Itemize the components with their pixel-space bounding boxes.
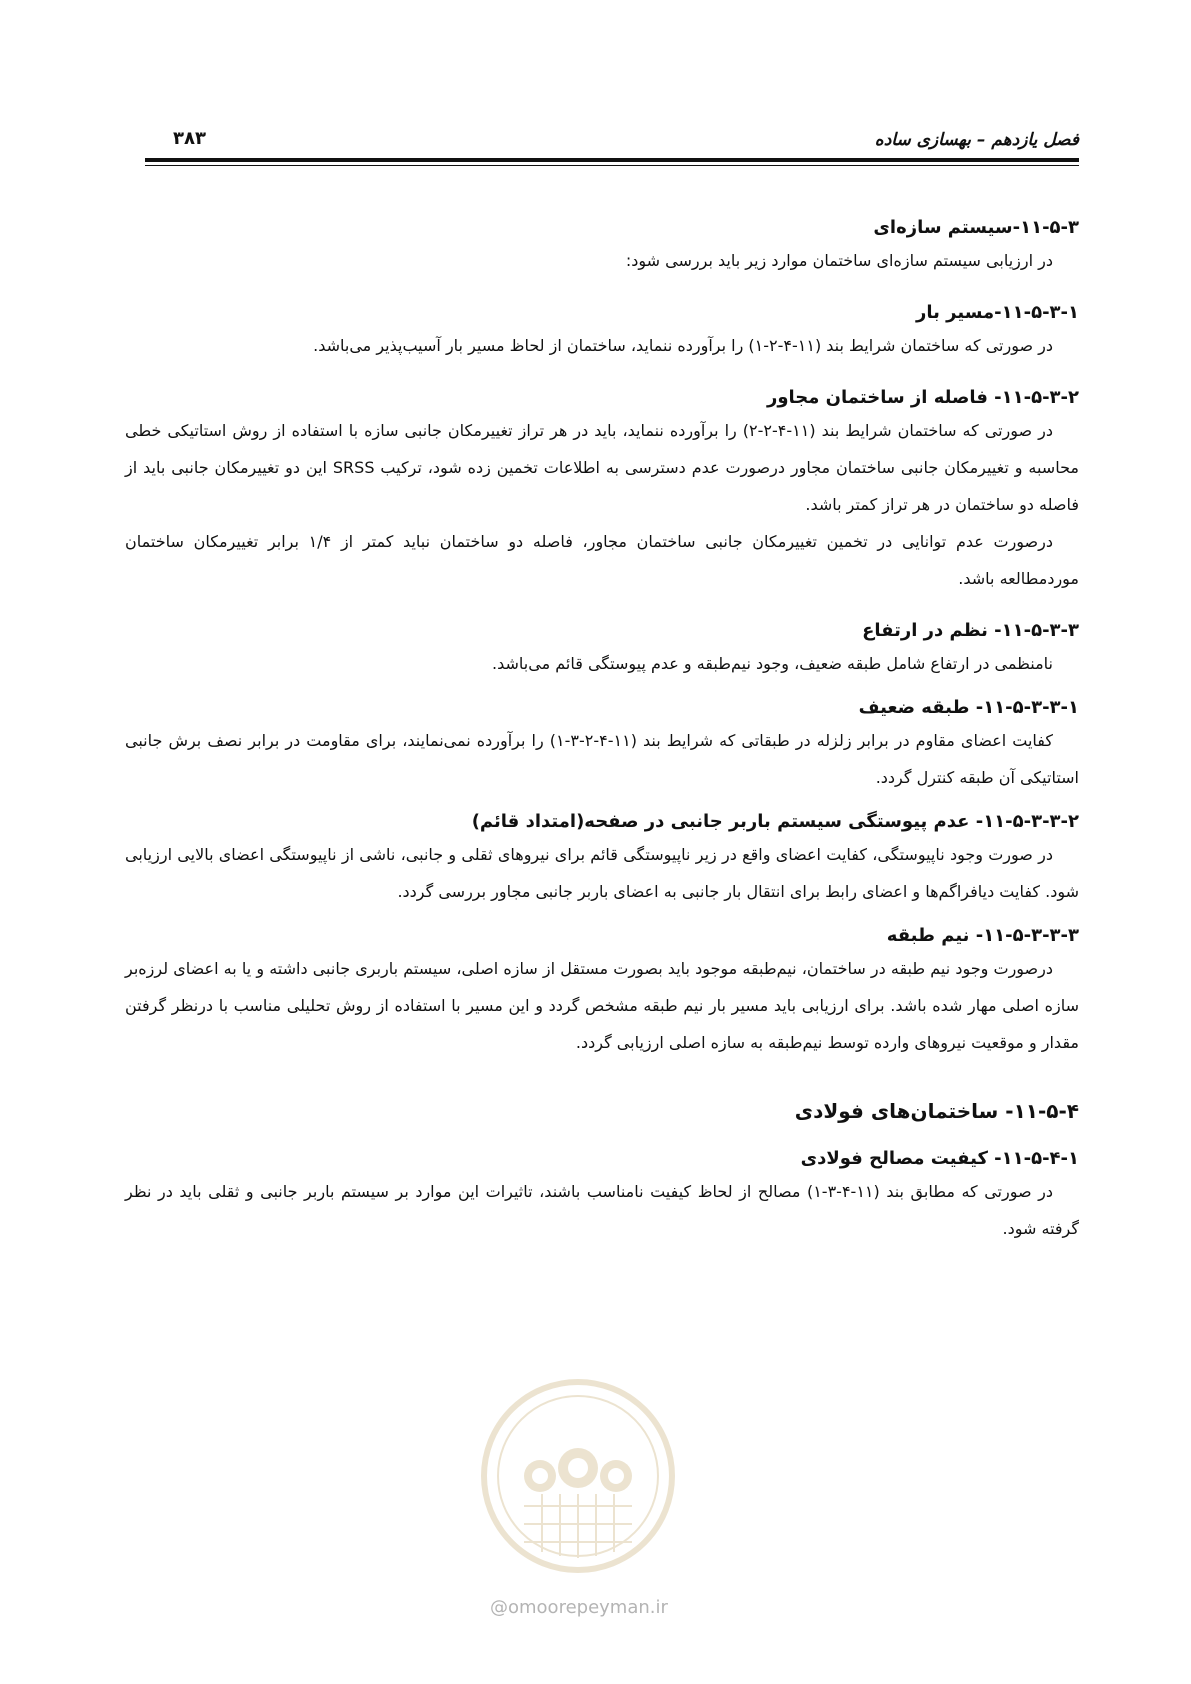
paragraph: در صورت وجود ناپیوستگی، کفایت اعضای واقع در زیر ناپیوستگی قائم برای نیروهای ثقلی و جانبی، ناشی از ناپیوستگی اعضای بالایی ارزیابی شود. کفایت دیافراگم‌ها و اعضای رابط برای انتقال بار جانبی به اعضای باربر جانبی مجاور بررسی گردد. xyxy=(125,845,1079,901)
section-heading: ۱۱-۵-۳-۳-۳- نیم طبقه xyxy=(886,925,1079,946)
paragraph: درصورت وجود نیم طبقه در ساختمان، نیم‌طبقه موجود باید بصورت مستقل از سازه اصلی، سیستم باربری جانبی داشته و یا به اعضای لرزه‌بر سازه اصلی مهار شده باشد. برای ارزیابی باید مسیر بار نیم طبقه مشخص گردد و این مسیر با استفاده از روش تحلیلی مناسب با درنظر گرفتن مقدار و موقعیت نیروهای وارده توسط نیم‌طبقه به سازه اصلی ارزیابی گردد. xyxy=(125,959,1079,1052)
section-heading: ۱۱-۵-۳-۲- فاصله از ساختمان مجاور xyxy=(766,387,1079,408)
header-rule-thin xyxy=(145,165,1079,166)
paragraph: در صورتی که مطابق بند (۱۱-۴-۳-۱) مصالح از لحاظ کیفیت نامناسب باشند، تاثیرات این موارد بر سیستم باربر جانبی و ثقلی باید در نظر گرفته شود. xyxy=(125,1182,1079,1238)
paragraph: نامنظمی در ارتفاع شامل طبقه ضعیف، وجود نیم‌طبقه و عدم پیوستگی قائم می‌باشد. xyxy=(492,654,1053,673)
paragraph: در صورتی که ساختمان شرایط بند (۱۱-۴-۲-۲) را برآورده ننماید، باید در هر تراز تغییرمکان جانبی سازه با استفاده از روش استاتیکی خطی محاسبه و تغییرمکان جانبی ساختمان مجاور درصورت عدم دسترسی به اطلاعات تخمین زده شود، ترکیب SRSS این دو تغییرمکان جانبی باید از فاصله دو ساختمان در هر تراز کمتر باشد. xyxy=(125,421,1079,514)
page-body xyxy=(125,214,1079,1247)
section-heading: ۱۱-۵-۴-۱- کیفیت مصالح فولادی xyxy=(800,1148,1079,1169)
section-heading: ۱۱-۵-۳-۳-۲- عدم پیوستگی سیستم باربر جانبی در صفحه(امتداد قائم) xyxy=(471,811,1079,832)
header-rule xyxy=(145,158,1079,162)
section-heading: ۱۱-۵-۳-سیستم سازه‌ای xyxy=(873,217,1079,238)
page-number: ۳۸۳ xyxy=(173,128,206,149)
watermark-seal-icon xyxy=(478,1376,678,1576)
paragraph: درصورت عدم توانایی در تخمین تغییرمکان جانبی ساختمان مجاور، فاصله دو ساختمان نباید کمتر از ۱/۴ برابر تغییرمکان ساختمان موردمطالعه باشد. xyxy=(125,532,1079,588)
paragraph: در صورتی که ساختمان شرایط بند (۱۱-۴-۲-۱) را برآورده ننماید، ساختمان از لحاظ مسیر بار آسیب‌پذیر می‌باشد. xyxy=(313,336,1053,355)
chapter-title: فصل یازدهم – بهسازی ساده xyxy=(874,130,1079,150)
section-heading: ۱۱-۵-۳-۱-مسیر بار xyxy=(916,302,1079,323)
section-heading: ۱۱-۵-۳-۳- نظم در ارتفاع xyxy=(862,620,1079,641)
section-heading: ۱۱-۵-۳-۳-۱- طبقه ضعیف xyxy=(858,697,1079,718)
paragraph: کفایت اعضای مقاوم در برابر زلزله در طبقاتی که شرایط بند (۱۱-۴-۲-۳-۱) را برآورده نمی‌نمایند، برای مقاومت در برابر نصف برش جانبی استاتیکی آن طبقه کنترل گردد. xyxy=(125,731,1079,787)
page-header xyxy=(145,112,1079,166)
section-heading: ۱۱-۵-۴- ساختمان‌های فولادی xyxy=(794,1099,1079,1123)
paragraph: در ارزیابی سیستم سازه‌ای ساختمان موارد زیر باید بررسی شود: xyxy=(625,251,1053,270)
watermark-url: @omoorepeyman.ir xyxy=(490,1597,668,1618)
